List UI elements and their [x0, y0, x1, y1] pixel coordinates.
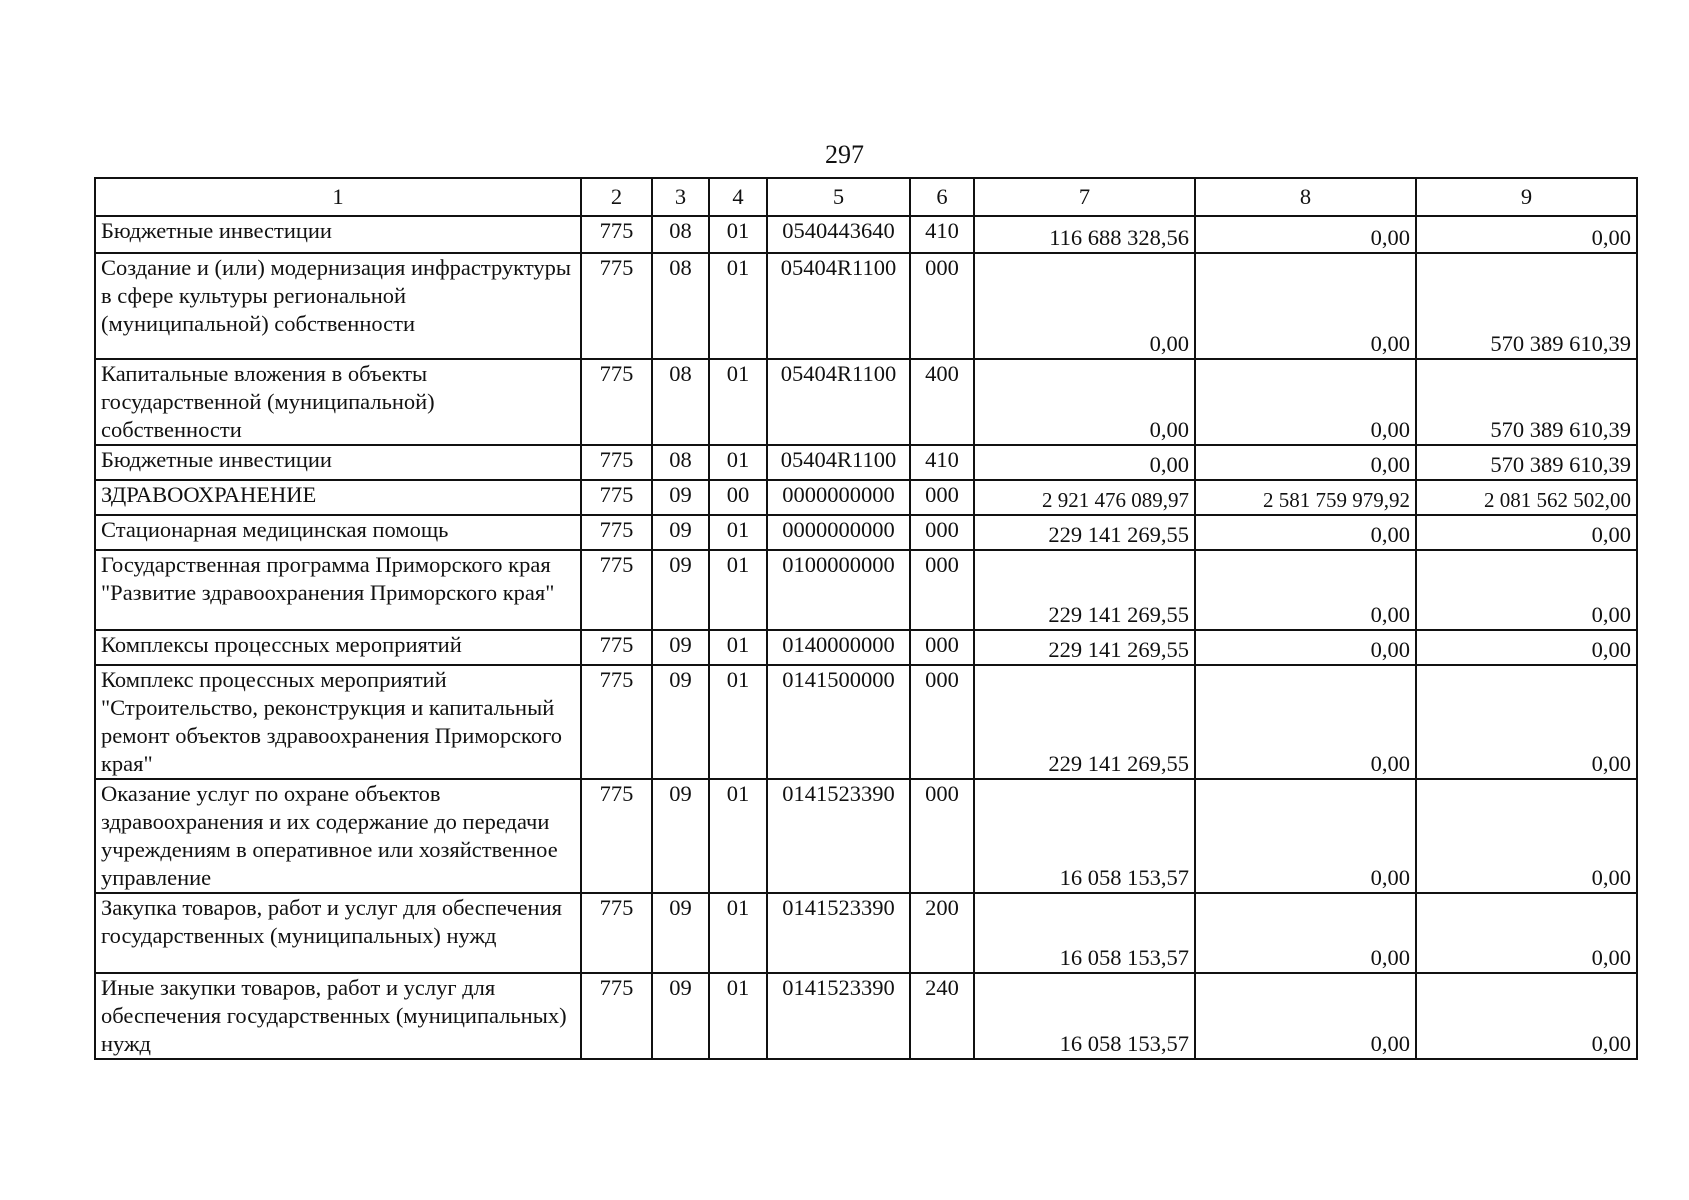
page-number: 297	[825, 140, 864, 169]
amount-cell-7: 16 058 153,57	[974, 973, 1195, 1059]
budget-table	[94, 177, 1638, 1060]
amount-cell-9: 0,00	[1416, 665, 1637, 779]
code-cell-6: 200	[910, 893, 974, 973]
code-cell-4: 01	[709, 445, 767, 480]
code-cell-3: 08	[652, 216, 709, 253]
table-row	[95, 973, 1637, 1059]
code-cell-6: 000	[910, 550, 974, 630]
code-cell-2: 775	[581, 253, 652, 359]
row-name-cell: ЗДРАВООХРАНЕНИЕ	[95, 480, 581, 515]
code-cell-5: 0000000000	[767, 515, 910, 550]
table-row	[95, 779, 1637, 893]
code-cell-2: 775	[581, 359, 652, 445]
code-cell-5: 05404R1100	[767, 253, 910, 359]
amount-cell-8: 2 581 759 979,92	[1195, 480, 1416, 515]
code-cell-2: 775	[581, 480, 652, 515]
code-cell-2: 775	[581, 550, 652, 630]
code-cell-4: 01	[709, 550, 767, 630]
amount-cell-8: 0,00	[1195, 445, 1416, 480]
row-name-cell: Стационарная медицинская помощь	[95, 515, 581, 550]
row-name-cell: Комплекс процессных мероприятий "Строительство, реконструкция и капитальный ремонт объектов здравоохранения Приморского края"	[95, 665, 581, 779]
amount-cell-7: 0,00	[974, 445, 1195, 480]
amount-cell-8: 0,00	[1195, 253, 1416, 359]
amount-cell-9: 570 389 610,39	[1416, 359, 1637, 445]
amount-cell-9: 0,00	[1416, 550, 1637, 630]
code-cell-4: 01	[709, 630, 767, 665]
code-cell-2: 775	[581, 445, 652, 480]
code-cell-4: 01	[709, 973, 767, 1059]
table-row	[95, 216, 1637, 253]
code-cell-4: 01	[709, 359, 767, 445]
header-row	[95, 178, 1637, 216]
table-row	[95, 893, 1637, 973]
amount-cell-7: 229 141 269,55	[974, 515, 1195, 550]
amount-cell-8: 0,00	[1195, 893, 1416, 973]
code-cell-2: 775	[581, 779, 652, 893]
code-cell-3: 09	[652, 973, 709, 1059]
code-cell-5: 0141500000	[767, 665, 910, 779]
amount-cell-7: 229 141 269,55	[974, 550, 1195, 630]
code-cell-6: 410	[910, 216, 974, 253]
row-name-cell: Иные закупки товаров, работ и услуг для обеспечения государственных (муниципальных) нужд	[95, 973, 581, 1059]
code-cell-3: 09	[652, 515, 709, 550]
header-cell: 4	[709, 178, 767, 216]
table-row	[95, 515, 1637, 550]
code-cell-4: 01	[709, 779, 767, 893]
code-cell-4: 01	[709, 893, 767, 973]
amount-cell-7: 2 921 476 089,97	[974, 480, 1195, 515]
code-cell-5: 0000000000	[767, 480, 910, 515]
table-row	[95, 253, 1637, 359]
amount-cell-7: 229 141 269,55	[974, 665, 1195, 779]
row-name-cell: Оказание услуг по охране объектов здравоохранения и их содержание до передачи учреждениям в оперативное или хозяйственное управление	[95, 779, 581, 893]
code-cell-6: 000	[910, 630, 974, 665]
amount-cell-8: 0,00	[1195, 779, 1416, 893]
code-cell-2: 775	[581, 665, 652, 779]
row-name-cell: Бюджетные инвестиции	[95, 445, 581, 480]
code-cell-5: 05404R1100	[767, 445, 910, 480]
row-name-cell: Создание и (или) модернизация инфраструктуры в сфере культуры региональной (муниципальной) собственности	[95, 253, 581, 359]
amount-cell-9: 0,00	[1416, 630, 1637, 665]
code-cell-5: 0100000000	[767, 550, 910, 630]
code-cell-4: 01	[709, 515, 767, 550]
code-cell-5: 0141523390	[767, 779, 910, 893]
header-cell: 3	[652, 178, 709, 216]
code-cell-3: 09	[652, 550, 709, 630]
code-cell-6: 410	[910, 445, 974, 480]
table-row	[95, 445, 1637, 480]
code-cell-6: 000	[910, 480, 974, 515]
amount-cell-8: 0,00	[1195, 515, 1416, 550]
amount-cell-7: 116 688 328,56	[974, 216, 1195, 253]
header-cell: 1	[95, 178, 581, 216]
code-cell-2: 775	[581, 515, 652, 550]
amount-cell-8: 0,00	[1195, 550, 1416, 630]
header-cell: 6	[910, 178, 974, 216]
header-cell: 7	[974, 178, 1195, 216]
code-cell-3: 09	[652, 779, 709, 893]
table-row	[95, 665, 1637, 779]
table-row	[95, 359, 1637, 445]
row-name-cell: Закупка товаров, работ и услуг для обеспечения государственных (муниципальных) нужд	[95, 893, 581, 973]
amount-cell-9: 0,00	[1416, 779, 1637, 893]
row-name-cell: Капитальные вложения в объекты государственной (муниципальной) собственности	[95, 359, 581, 445]
code-cell-3: 09	[652, 480, 709, 515]
row-name-cell: Государственная программа Приморского края "Развитие здравоохранения Приморского края"	[95, 550, 581, 630]
amount-cell-8: 0,00	[1195, 630, 1416, 665]
amount-cell-8: 0,00	[1195, 973, 1416, 1059]
code-cell-3: 09	[652, 630, 709, 665]
amount-cell-8: 0,00	[1195, 665, 1416, 779]
budget-table-body	[95, 178, 1637, 1059]
code-cell-6: 400	[910, 359, 974, 445]
code-cell-4: 01	[709, 665, 767, 779]
amount-cell-7: 0,00	[974, 253, 1195, 359]
header-cell: 9	[1416, 178, 1637, 216]
code-cell-5: 0140000000	[767, 630, 910, 665]
code-cell-2: 775	[581, 630, 652, 665]
code-cell-3: 08	[652, 445, 709, 480]
amount-cell-7: 16 058 153,57	[974, 779, 1195, 893]
table-row	[95, 550, 1637, 630]
amount-cell-7: 16 058 153,57	[974, 893, 1195, 973]
amount-cell-9: 0,00	[1416, 973, 1637, 1059]
code-cell-6: 000	[910, 515, 974, 550]
code-cell-6: 000	[910, 665, 974, 779]
header-cell: 5	[767, 178, 910, 216]
amount-cell-8: 0,00	[1195, 216, 1416, 253]
amount-cell-9: 570 389 610,39	[1416, 445, 1637, 480]
code-cell-6: 000	[910, 779, 974, 893]
header-cell: 2	[581, 178, 652, 216]
amount-cell-9: 0,00	[1416, 893, 1637, 973]
code-cell-3: 08	[652, 359, 709, 445]
code-cell-3: 09	[652, 893, 709, 973]
amount-cell-7: 0,00	[974, 359, 1195, 445]
amount-cell-7: 229 141 269,55	[974, 630, 1195, 665]
code-cell-5: 0141523390	[767, 893, 910, 973]
row-name-cell: Комплексы процессных мероприятий	[95, 630, 581, 665]
code-cell-2: 775	[581, 893, 652, 973]
code-cell-6: 000	[910, 253, 974, 359]
code-cell-4: 01	[709, 216, 767, 253]
code-cell-4: 00	[709, 480, 767, 515]
amount-cell-9: 0,00	[1416, 515, 1637, 550]
code-cell-4: 01	[709, 253, 767, 359]
amount-cell-9: 570 389 610,39	[1416, 253, 1637, 359]
code-cell-2: 775	[581, 216, 652, 253]
code-cell-5: 05404R1100	[767, 359, 910, 445]
amount-cell-9: 0,00	[1416, 216, 1637, 253]
header-cell: 8	[1195, 178, 1416, 216]
code-cell-5: 0141523390	[767, 973, 910, 1059]
code-cell-5: 0540443640	[767, 216, 910, 253]
row-name-cell: Бюджетные инвестиции	[95, 216, 581, 253]
code-cell-3: 08	[652, 253, 709, 359]
code-cell-3: 09	[652, 665, 709, 779]
table-row	[95, 630, 1637, 665]
code-cell-6: 240	[910, 973, 974, 1059]
code-cell-2: 775	[581, 973, 652, 1059]
amount-cell-9: 2 081 562 502,00	[1416, 480, 1637, 515]
amount-cell-8: 0,00	[1195, 359, 1416, 445]
table-row	[95, 480, 1637, 515]
